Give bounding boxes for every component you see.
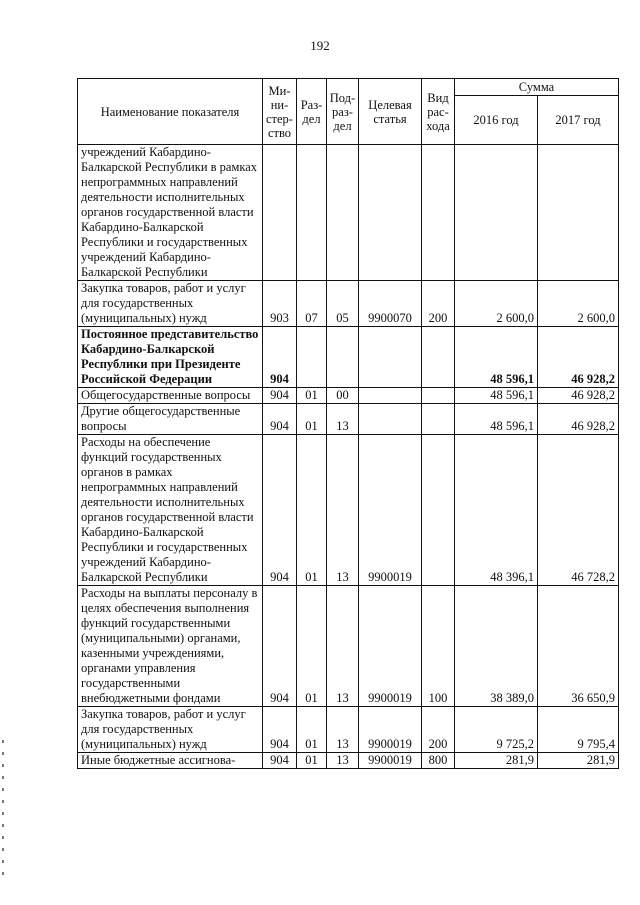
cell-section: 01 [297,707,327,753]
cell-2016 [455,145,538,281]
cell-target: 9900019 [359,753,422,769]
cell-ministry: 904 [263,707,297,753]
table-row [78,753,619,769]
cell-2017: 46 928,2 [538,404,619,435]
cell-2017: 46 928,2 [538,327,619,388]
cell-name: учреждений Кабардино-Балкарской Республики в рамках непрограммных направлений деятельности исполнительных органов государственной власти Кабардино-Балкарской Республики и государственных учреждений Кабардино-Балкарской Республики [78,145,263,281]
cell-kind [422,388,455,404]
table-row [78,435,619,586]
cell-name: Иные бюджетные ассигнова- [78,753,263,769]
table-body [78,145,619,769]
cell-section: 01 [297,388,327,404]
cell-target: 9900019 [359,435,422,586]
cell-2016: 48 596,1 [455,404,538,435]
cell-2016: 2 600,0 [455,281,538,327]
cell-ministry [263,145,297,281]
cell-target: 9900019 [359,586,422,707]
header-section: Раз- дел [297,79,327,145]
table-row [78,404,619,435]
cell-target [359,327,422,388]
cell-2016: 9 725,2 [455,707,538,753]
cell-kind [422,145,455,281]
cell-2017 [538,145,619,281]
cell-name: Общегосударственные вопросы [78,388,263,404]
cell-ministry: 904 [263,327,297,388]
header-2017: 2017 год [538,96,619,145]
cell-2017: 2 600,0 [538,281,619,327]
cell-ministry: 904 [263,586,297,707]
cell-2017: 46 728,2 [538,435,619,586]
cell-kind [422,435,455,586]
cell-name: Постоянное представительство Кабардино-Балкарской Республики при Президенте Российской Федерации [78,327,263,388]
header-2016: 2016 год [455,96,538,145]
cell-name: Закупка товаров, работ и услуг для государственных (муниципальных) нужд [78,707,263,753]
cell-ministry: 904 [263,753,297,769]
cell-2017: 36 650,9 [538,586,619,707]
cell-2017: 46 928,2 [538,388,619,404]
table-row [78,327,619,388]
header-target: Целевая статья [359,79,422,145]
cell-2016: 38 389,0 [455,586,538,707]
cell-ministry: 904 [263,404,297,435]
cell-subsection: 00 [327,388,359,404]
cell-subsection: 13 [327,707,359,753]
cell-subsection: 13 [327,586,359,707]
cell-kind [422,404,455,435]
cell-subsection: 13 [327,435,359,586]
cell-2016: 281,9 [455,753,538,769]
cell-2017: 281,9 [538,753,619,769]
header-subsection: Под- раз- дел [327,79,359,145]
cell-target [359,388,422,404]
cell-section: 01 [297,435,327,586]
cell-target [359,404,422,435]
budget-table [77,78,619,769]
table-row [78,145,619,281]
cell-2016: 48 396,1 [455,435,538,586]
cell-section: 07 [297,281,327,327]
cell-subsection: 05 [327,281,359,327]
page-number: 192 [310,38,330,53]
table-row [78,707,619,753]
cell-subsection: 13 [327,404,359,435]
cell-2016: 48 596,1 [455,327,538,388]
cell-subsection [327,327,359,388]
table-row [78,281,619,327]
header-ministry: Ми- ни- стер- ство [263,79,297,145]
cell-section [297,145,327,281]
cell-name: Другие общегосударственные вопросы [78,404,263,435]
cell-ministry: 904 [263,388,297,404]
cell-2017: 9 795,4 [538,707,619,753]
cell-2016: 48 596,1 [455,388,538,404]
scan-edge-marks [2,740,5,900]
cell-section: 01 [297,753,327,769]
cell-subsection [327,145,359,281]
cell-kind: 200 [422,707,455,753]
cell-name: Расходы на выплаты персоналу в целях обеспечения выполнения функций государственными (муниципальными) органами, казенными учреждениями, органами управления государственными внебюджетными фондами [78,586,263,707]
header-kind: Вид рас- хода [422,79,455,145]
cell-kind: 100 [422,586,455,707]
header-name: Наименование показателя [78,79,263,145]
cell-section: 01 [297,586,327,707]
table-header [78,79,619,145]
cell-target: 9900070 [359,281,422,327]
cell-kind: 800 [422,753,455,769]
cell-name: Закупка товаров, работ и услуг для государственных (муниципальных) нужд [78,281,263,327]
cell-subsection: 13 [327,753,359,769]
cell-kind: 200 [422,281,455,327]
cell-ministry: 903 [263,281,297,327]
cell-section: 01 [297,404,327,435]
cell-target [359,145,422,281]
cell-name: Расходы на обеспечение функций государственных органов в рамках непрограммных направлений деятельности исполнительных органов государственной власти Кабардино-Балкарской Республики и государственных учреждений Кабардино-Балкарской Республики [78,435,263,586]
cell-target: 9900019 [359,707,422,753]
cell-ministry: 904 [263,435,297,586]
table-row [78,586,619,707]
cell-kind [422,327,455,388]
header-sum: Сумма [455,79,619,96]
table-row [78,388,619,404]
cell-section [297,327,327,388]
